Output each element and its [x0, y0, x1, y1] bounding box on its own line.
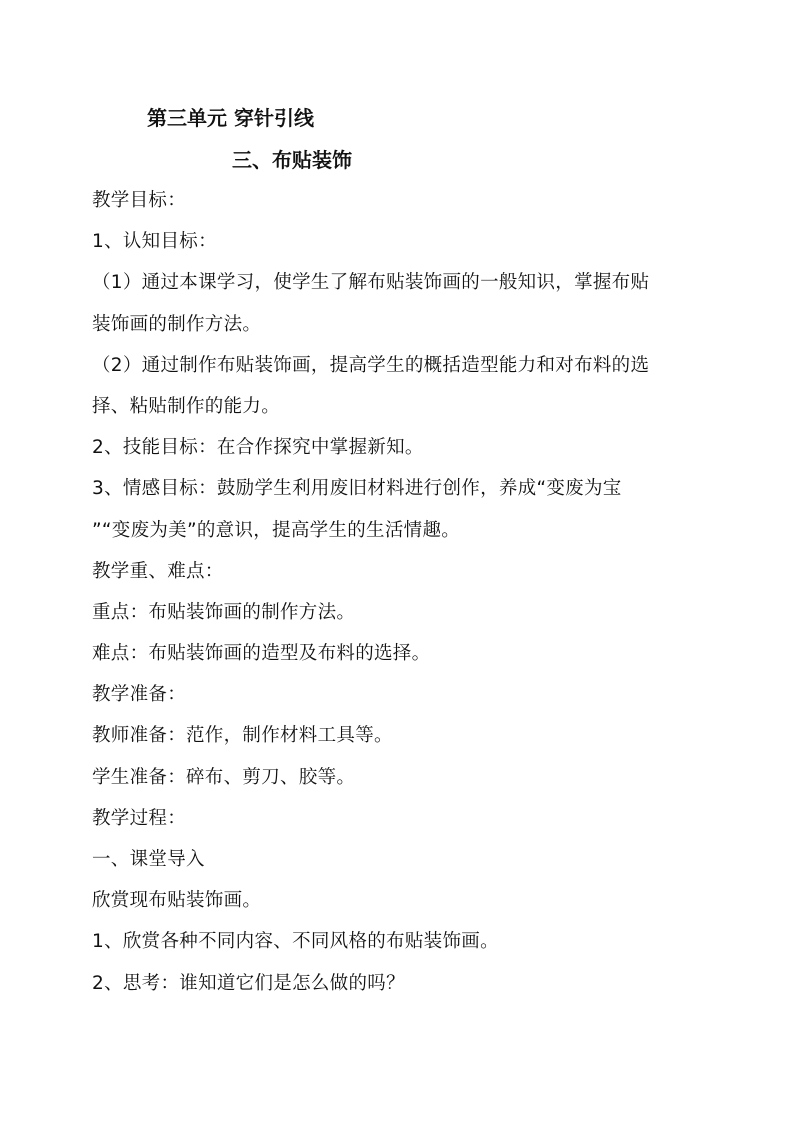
heading-preparation: 教学准备： [92, 684, 187, 706]
heading-process: 教学过程： [92, 807, 187, 829]
heading-objectives: 教学目标： [92, 190, 187, 211]
paragraph-line: （2）通过制作布贴装饰画，提高学生的概括造型能力和对布料的选 [92, 354, 650, 376]
section-introduction: 一、课堂导入 [92, 849, 205, 870]
paragraph-line: （1）通过本课学习，使学生了解布贴装饰画的一般知识，掌握布贴 [92, 272, 650, 294]
paragraph-line: 择、粘贴制作的能力。 [92, 395, 281, 417]
difficult-point: 难点：布贴装饰画的造型及布料的选择。 [92, 643, 431, 665]
teacher-preparation: 教师准备：范作，制作材料工具等。 [92, 725, 393, 747]
paragraph-line: 1、欣赏各种不同内容、不同风格的布贴装饰画。 [92, 931, 499, 953]
paragraph-line: 装饰画的制作方法。 [92, 313, 262, 335]
student-preparation: 学生准备：碎布、剪刀、胶等。 [92, 766, 356, 788]
paragraph-line: 2、思考：谁知道它们是怎么做的吗？ [92, 972, 405, 994]
body-text [92, 189, 712, 1013]
paragraph-line: 欣赏现布贴装饰画。 [92, 890, 262, 912]
paragraph-line: ”“变废为美”的意识，提高学生的生活情趣。 [92, 519, 461, 541]
objective-skill: 2、技能目标：在合作探究中掌握新知。 [92, 437, 424, 459]
unit-title: 第三单元 穿针引线 [147, 106, 314, 130]
lesson-title: 三、布贴装饰 [232, 148, 352, 172]
heading-key-points: 教学重、难点： [92, 560, 224, 582]
key-point: 重点：布贴装饰画的制作方法。 [92, 601, 356, 623]
objective-cognitive: 1、认知目标： [92, 231, 217, 253]
objective-emotion: 3、情感目标：鼓励学生利用废旧材料进行创作，养成“变废为宝 [92, 478, 622, 500]
